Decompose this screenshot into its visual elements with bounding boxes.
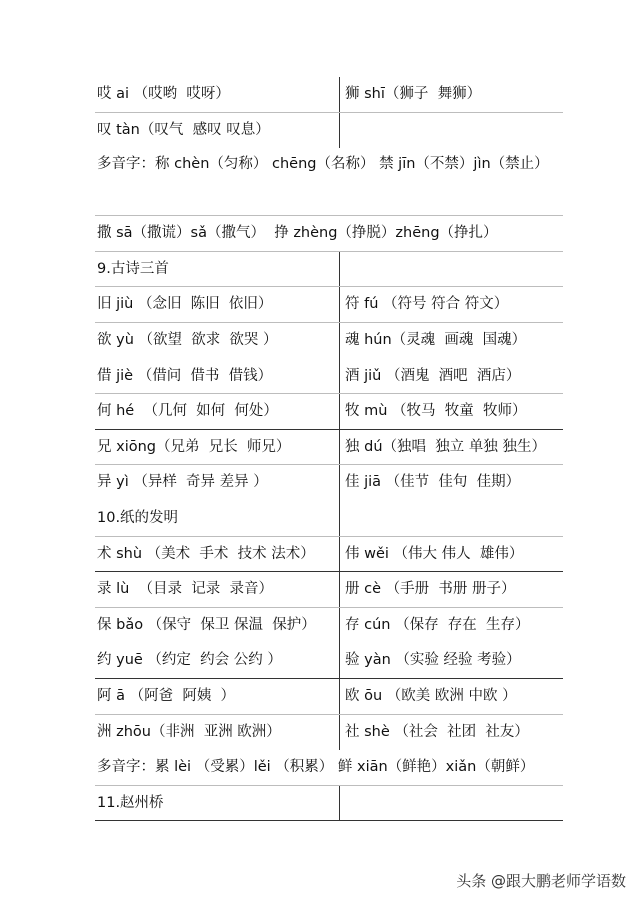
section-heading: 10.纸的发明 bbox=[95, 501, 340, 536]
span-cell: 多音字：称 chèn（匀称） chēng（名称） 禁 jīn（不禁）jìn（禁止） bbox=[97, 156, 549, 173]
left-cell: 兄 xiōng（兄弟 兄长 师兄） bbox=[95, 430, 340, 465]
table-row bbox=[95, 537, 563, 573]
right-cell: 魂 hún（灵魂 画魂 国魂） bbox=[345, 331, 527, 348]
table-row bbox=[95, 608, 563, 644]
table-row bbox=[95, 394, 563, 430]
table-row bbox=[95, 679, 563, 715]
section-heading: 11.赵州桥 bbox=[95, 786, 340, 821]
left-cell: 约 yuē （约定 约会 公约 ） bbox=[95, 643, 340, 678]
right-cell bbox=[340, 252, 563, 287]
right-cell bbox=[340, 113, 563, 149]
left-cell: 哎 ai （哎哟 哎呀） bbox=[95, 77, 340, 112]
right-cell: 欧 ōu （欧美 欧洲 中欧 ） bbox=[345, 687, 517, 704]
section-heading-row bbox=[95, 786, 563, 822]
table-row bbox=[95, 572, 563, 608]
table-row bbox=[95, 715, 563, 751]
right-cell: 册 cè （手册 书册 册子） bbox=[345, 581, 516, 598]
right-cell: 伟 wěi （伟大 伟人 雄伟） bbox=[345, 545, 524, 562]
left-cell: 旧 jiù （念旧 陈旧 依旧） bbox=[95, 287, 340, 322]
table-row bbox=[95, 113, 563, 149]
table-row bbox=[95, 77, 563, 113]
table-row bbox=[95, 465, 563, 501]
left-cell: 术 shù （美术 手术 技术 法术） bbox=[95, 537, 340, 572]
table-row bbox=[95, 643, 563, 679]
right-cell: 牧 mù （牧马 牧童 牧师） bbox=[345, 403, 527, 420]
left-cell: 录 lù （目录 记录 录音） bbox=[95, 572, 340, 607]
left-cell: 何 hé （几何 如何 何处） bbox=[95, 394, 340, 429]
right-cell bbox=[340, 501, 563, 536]
right-cell: 社 shè （社会 社团 社友） bbox=[345, 723, 529, 740]
polyphone-row bbox=[95, 216, 563, 252]
left-cell: 异 yì （异样 奇异 差异 ） bbox=[95, 465, 340, 501]
left-cell: 保 bǎo （保守 保卫 保温 保护） bbox=[95, 608, 340, 644]
left-cell: 欲 yù （欲望 欲求 欲哭 ） bbox=[95, 323, 340, 359]
right-cell: 符 fú （符号 符合 符文） bbox=[345, 296, 509, 313]
right-cell: 酒 jiǔ （酒鬼 酒吧 酒店） bbox=[345, 367, 521, 384]
left-cell: 洲 zhōu（非洲 亚洲 欧洲） bbox=[95, 715, 340, 751]
left-cell: 叹 tàn（叹气 感叹 叹息） bbox=[95, 113, 340, 149]
section-heading: 9.古诗三首 bbox=[95, 252, 340, 287]
right-cell: 验 yàn （实验 经验 考验） bbox=[345, 652, 521, 669]
right-cell: 佳 jiā （佳节 佳句 佳期） bbox=[345, 474, 521, 491]
right-cell bbox=[340, 786, 563, 821]
table-row bbox=[95, 359, 563, 395]
right-cell: 独 dú（独唱 独立 单独 独生） bbox=[345, 438, 546, 455]
left-cell: 借 jiè （借问 借书 借钱） bbox=[95, 359, 340, 394]
right-cell: 狮 shī（狮子 舞狮） bbox=[345, 86, 482, 102]
watermark: 头条 @跟大鹏老师学语数 bbox=[456, 872, 626, 890]
table-row bbox=[95, 323, 563, 359]
vocabulary-table bbox=[95, 77, 563, 821]
span-cell: 撒 sā（撒谎）sǎ（撒气） 挣 zhèng（挣脱）zhēng（挣扎） bbox=[97, 225, 498, 242]
section-heading-row bbox=[95, 501, 563, 537]
table-row bbox=[95, 287, 563, 323]
right-cell: 存 cún （保存 存在 生存） bbox=[345, 616, 530, 633]
span-cell: 多音字：累 lèi （受累）lěi （积累） 鲜 xiān（鲜艳）xiǎn（朝鲜） bbox=[97, 759, 535, 776]
polyphone-row bbox=[95, 750, 563, 786]
left-cell: 阿 ā （阿爸 阿姨 ） bbox=[95, 679, 340, 714]
table-row bbox=[95, 430, 563, 466]
section-heading-row bbox=[95, 252, 563, 288]
polyphone-row bbox=[95, 148, 563, 216]
